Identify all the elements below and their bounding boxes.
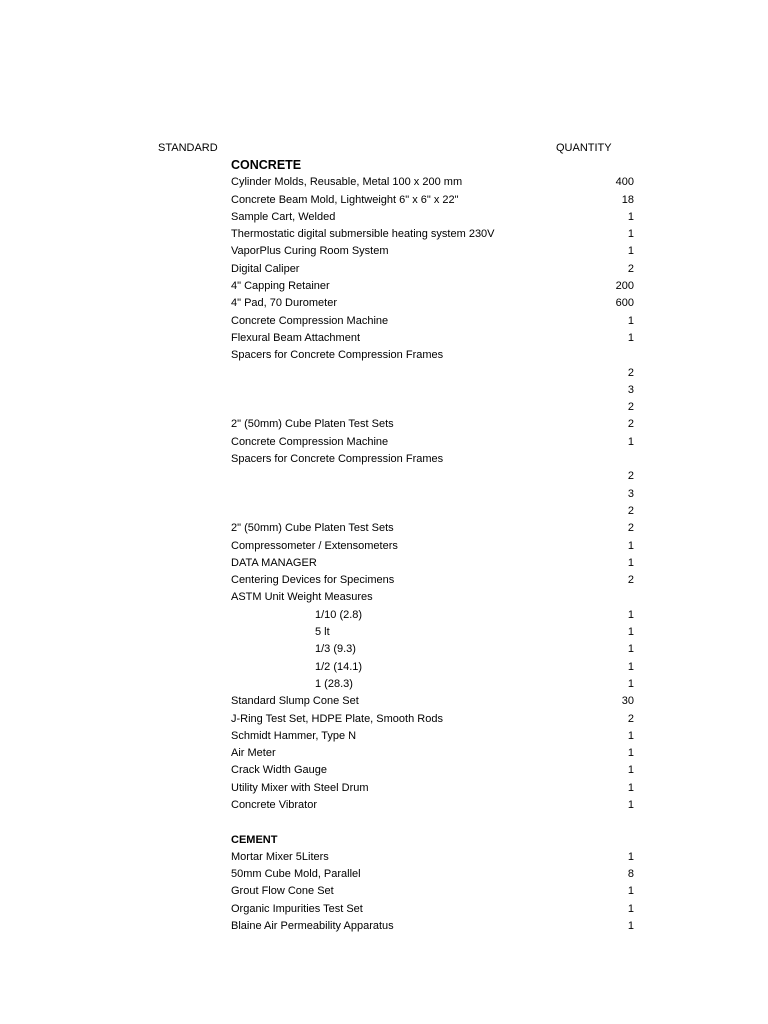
item-name: Grout Flow Cone Set: [231, 885, 334, 898]
item-quantity: 1: [627, 245, 634, 258]
item-name: Organic Impurities Test Set: [231, 902, 363, 915]
table-row: [0, 382, 768, 399]
item-name: Blaine Air Permeability Apparatus: [231, 920, 394, 933]
table-row: [0, 226, 768, 243]
item-name: Concrete Beam Mold, Lightweight 6" x 6" x 22": [231, 193, 459, 206]
item-name: ASTM Unit Weight Measures: [231, 591, 373, 604]
table-row: [0, 693, 768, 710]
table-row: [0, 313, 768, 330]
item-quantity: 2: [627, 712, 634, 725]
table-row: [0, 330, 768, 347]
table-row: [0, 278, 768, 295]
item-name: 2" (50mm) Cube Platen Test Sets: [231, 522, 394, 535]
item-quantity: 1: [627, 660, 634, 673]
table-row: [0, 918, 768, 935]
item-quantity: 1: [627, 539, 634, 552]
item-name: Cylinder Molds, Reusable, Metal 100 x 200 mm: [231, 176, 463, 189]
table-row: [0, 261, 768, 278]
item-quantity: 2: [627, 366, 634, 379]
item-quantity: 200: [615, 280, 634, 293]
item-quantity: 1: [627, 228, 634, 241]
item-quantity: 1: [627, 677, 634, 690]
item-quantity: 1: [627, 781, 634, 794]
item-quantity: 8: [627, 868, 634, 881]
item-quantity: 1: [627, 729, 634, 742]
table-row: [0, 711, 768, 728]
table-row: [0, 347, 768, 364]
item-name: Thermostatic digital submersible heating system 230V: [231, 228, 495, 241]
item-quantity: 2: [627, 470, 634, 483]
table-row: [0, 434, 768, 451]
item-name: Air Meter: [231, 747, 276, 760]
item-name: 1/2 (14.1): [315, 660, 363, 673]
item-quantity: 2: [627, 522, 634, 535]
item-name: 5 lt: [315, 626, 330, 639]
table-row: [0, 157, 768, 174]
item-quantity: 400: [615, 176, 634, 189]
item-quantity: 2: [627, 401, 634, 414]
table-row: [0, 589, 768, 606]
item-name: 4" Capping Retainer: [231, 280, 330, 293]
table-row: [0, 745, 768, 762]
table-row: [0, 814, 768, 831]
table-row: [0, 624, 768, 641]
item-name: Concrete Vibrator: [231, 798, 318, 811]
item-name: Digital Caliper: [231, 262, 300, 275]
table-row: [0, 503, 768, 520]
section-heading: CONCRETE: [231, 158, 302, 172]
item-quantity: 600: [615, 297, 634, 310]
item-quantity: 1: [627, 556, 634, 569]
item-name: 1 (28.3): [315, 677, 353, 690]
table-row: [0, 538, 768, 555]
item-quantity: 1: [627, 435, 634, 448]
item-quantity: 1: [627, 314, 634, 327]
item-name: 1/10 (2.8): [315, 608, 363, 621]
item-name: Concrete Compression Machine: [231, 314, 389, 327]
item-quantity: 1: [627, 885, 634, 898]
item-name: 1/3 (9.3): [315, 643, 356, 656]
item-name: 50mm Cube Mold, Parallel: [231, 868, 361, 881]
table-row: [0, 520, 768, 537]
table-row: [0, 728, 768, 745]
item-name: VaporPlus Curing Room System: [231, 245, 389, 258]
item-quantity: 3: [627, 487, 634, 500]
item-quantity: 18: [621, 193, 634, 206]
item-name: DATA MANAGER: [231, 556, 317, 569]
item-quantity: 3: [627, 383, 634, 396]
item-quantity: 1: [627, 850, 634, 863]
table-row: [0, 676, 768, 693]
item-quantity: 1: [627, 902, 634, 915]
item-quantity: 1: [627, 643, 634, 656]
table-row: [0, 866, 768, 883]
item-name: Utility Mixer with Steel Drum: [231, 781, 369, 794]
item-name: Schmidt Hammer, Type N: [231, 729, 357, 742]
item-name: 2" (50mm) Cube Platen Test Sets: [231, 418, 394, 431]
item-quantity: 1: [627, 920, 634, 933]
table-row: [0, 607, 768, 624]
item-name: Sample Cart, Welded: [231, 210, 336, 223]
item-quantity: 2: [627, 418, 634, 431]
item-quantity: 1: [627, 210, 634, 223]
item-name: Concrete Compression Machine: [231, 435, 389, 448]
item-name: Crack Width Gauge: [231, 764, 327, 777]
table-row: [0, 174, 768, 191]
item-quantity: 1: [627, 626, 634, 639]
item-quantity: 1: [627, 798, 634, 811]
item-name: Spacers for Concrete Compression Frames: [231, 453, 444, 466]
item-quantity: 1: [627, 747, 634, 760]
item-quantity: 1: [627, 331, 634, 344]
table-row: [0, 365, 768, 382]
item-quantity: 2: [627, 504, 634, 517]
table-row: [0, 780, 768, 797]
table-row: [0, 883, 768, 900]
item-name: Centering Devices for Specimens: [231, 574, 395, 587]
table-row: [0, 416, 768, 433]
table-row: [0, 555, 768, 572]
table-row: [0, 209, 768, 226]
table-row: [0, 901, 768, 918]
table-row: [0, 572, 768, 589]
table-row: [0, 659, 768, 676]
equipment-list: [0, 157, 768, 935]
table-row: [0, 192, 768, 209]
table-row: [0, 451, 768, 468]
item-quantity: 1: [627, 764, 634, 777]
section-heading: CEMENT: [231, 833, 278, 846]
table-row: [0, 762, 768, 779]
item-name: 4" Pad, 70 Durometer: [231, 297, 338, 310]
table-row: [0, 849, 768, 866]
table-row: [0, 486, 768, 503]
item-name: J-Ring Test Set, HDPE Plate, Smooth Rods: [231, 712, 443, 725]
item-name: Standard Slump Cone Set: [231, 695, 359, 708]
item-name: Mortar Mixer 5Liters: [231, 850, 329, 863]
table-row: [0, 832, 768, 849]
quantity-column-header: QUANTITY: [556, 142, 612, 154]
item-quantity: 2: [627, 262, 634, 275]
item-quantity: 30: [621, 695, 634, 708]
standard-column-header: STANDARD: [158, 142, 218, 154]
item-quantity: 1: [627, 608, 634, 621]
item-name: Flexural Beam Attachment: [231, 331, 361, 344]
table-row: [0, 295, 768, 312]
item-quantity: 2: [627, 574, 634, 587]
table-row: [0, 468, 768, 485]
item-name: Spacers for Concrete Compression Frames: [231, 349, 444, 362]
table-row: [0, 399, 768, 416]
item-name: Compressometer / Extensometers: [231, 539, 398, 552]
table-row: [0, 641, 768, 658]
table-row: [0, 243, 768, 260]
table-row: [0, 797, 768, 814]
